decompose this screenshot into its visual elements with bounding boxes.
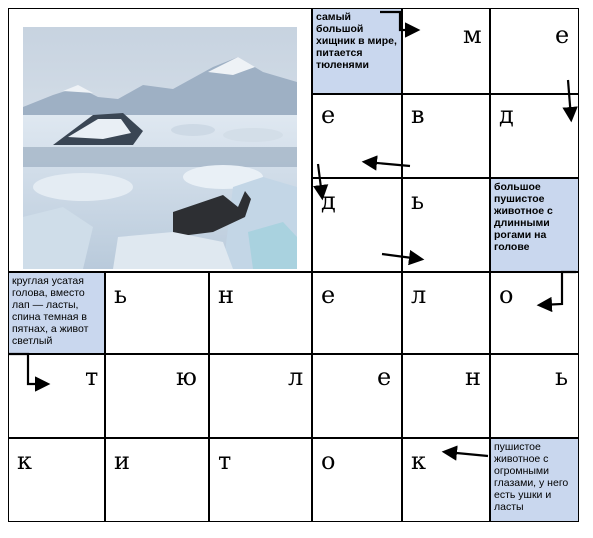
letter-r3c3: е — [321, 281, 336, 309]
cell-r3c5[interactable] — [490, 272, 579, 354]
cell-r4c3[interactable] — [312, 354, 402, 438]
letter-r5c2: т — [218, 447, 232, 475]
cell-r0c4[interactable] — [402, 8, 490, 94]
letter-r3c4: л — [411, 281, 427, 309]
clue-polar-bear-text: самый большой хищник в мире, питается тюленями — [316, 11, 397, 71]
letter-r4c2: л — [288, 363, 304, 391]
cell-r4c4[interactable] — [402, 354, 490, 438]
arctic-landscape-image — [23, 27, 297, 269]
clue-musk-ox-text: большое пушистое животное с длинными рогами на голове — [494, 181, 553, 253]
cell-r4c2[interactable] — [209, 354, 312, 438]
cell-r2c3[interactable] — [312, 178, 402, 272]
clue-seal-text: круглая усатая голова, вместо лап — ласты, спина темная в пятнах, а живот светлый — [12, 275, 89, 347]
cell-r3c3[interactable] — [312, 272, 402, 354]
cell-r1c4[interactable] — [402, 94, 490, 178]
letter-r3c5: о — [499, 281, 514, 309]
letter-r3c2: н — [218, 281, 234, 309]
clue-seal-pup-text: пушистое животное с огромными глазами, у него есть ушки и ласты — [494, 441, 569, 513]
letter-r0c5: е — [555, 21, 570, 49]
letter-r2c4: ь — [411, 187, 425, 215]
cell-r4c0[interactable] — [8, 354, 105, 438]
letter-r3c1: ь — [114, 281, 128, 309]
cell-r5c0[interactable] — [8, 438, 105, 522]
letter-r5c3: о — [321, 447, 336, 475]
cell-r3c4[interactable] — [402, 272, 490, 354]
arctic-photo — [23, 27, 297, 269]
letter-r4c0: т — [85, 363, 99, 391]
clue-polar-bear — [312, 8, 402, 94]
cell-r5c2[interactable] — [209, 438, 312, 522]
cell-r4c1[interactable] — [105, 354, 209, 438]
cell-r1c3[interactable] — [312, 94, 402, 178]
letter-r5c4: к — [411, 447, 426, 475]
letter-r4c5: ь — [555, 363, 569, 391]
cell-r5c4[interactable] — [402, 438, 490, 522]
letter-r5c1: и — [114, 447, 130, 475]
cell-r5c3[interactable] — [312, 438, 402, 522]
cell-r3c2[interactable] — [209, 272, 312, 354]
cell-r3c1[interactable] — [105, 272, 209, 354]
cell-r5c1[interactable] — [105, 438, 209, 522]
letter-r0c4: м — [463, 21, 482, 49]
cell-r4c5[interactable] — [490, 354, 579, 438]
clue-musk-ox — [490, 178, 579, 272]
letter-r4c1: ю — [176, 363, 197, 391]
cell-r2c4[interactable] — [402, 178, 490, 272]
letter-r4c3: е — [377, 363, 392, 391]
letter-r1c3: е — [321, 101, 336, 129]
letter-r1c4: в — [411, 101, 425, 129]
cell-r1c5[interactable] — [490, 94, 579, 178]
clue-seal — [8, 272, 105, 354]
cell-r0c5[interactable] — [490, 8, 579, 94]
letter-r4c4: н — [465, 363, 481, 391]
letter-r5c0: к — [17, 447, 32, 475]
letter-r1c5: д — [499, 101, 514, 129]
clue-seal-pup — [490, 438, 579, 522]
letter-r2c3: д — [321, 187, 336, 215]
